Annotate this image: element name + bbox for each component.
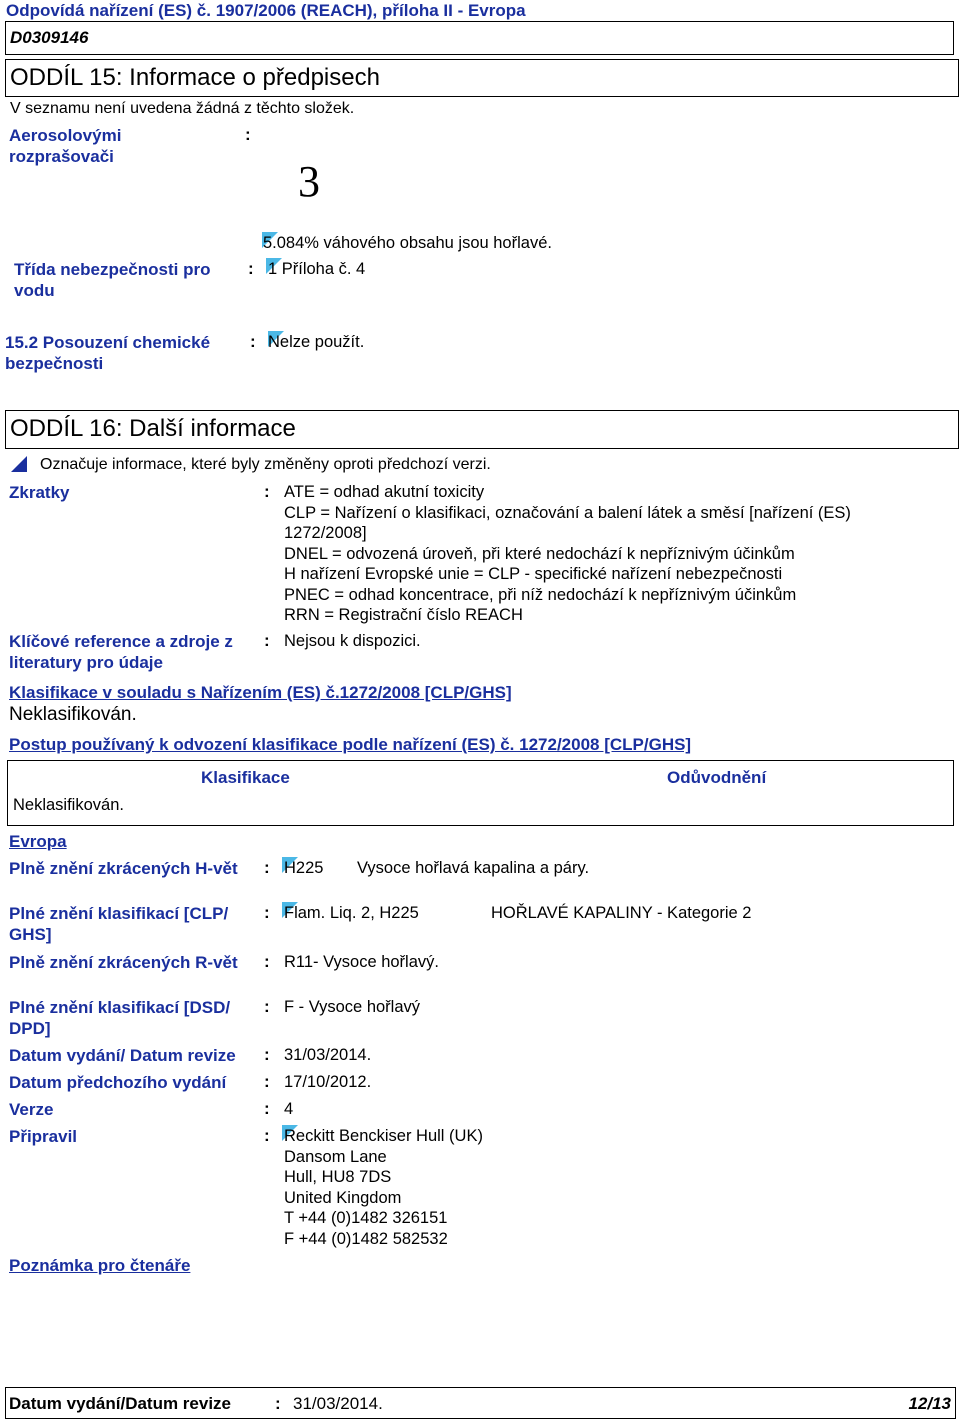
footer-colon: : xyxy=(275,1394,281,1413)
references-value: Nejsou k dispozici. xyxy=(284,632,421,650)
footer-label: Datum vydání/Datum revize xyxy=(9,1394,232,1413)
abbrev-colon: : xyxy=(264,482,270,501)
chem-assessment-colon: : xyxy=(250,332,256,351)
issue-date-colon: : xyxy=(264,1045,270,1064)
h-statements-colon: : xyxy=(264,858,270,877)
abbrev-line: H nařízení Evropské unie = CLP - specifické nařízení nebezpečnosti xyxy=(284,565,783,583)
references-colon: : xyxy=(264,631,270,650)
r-phrases-colon: : xyxy=(264,952,270,971)
aerosol-text: 5.084% váhového obsahu jsou hořlavé. xyxy=(263,234,552,252)
regulation-header: Odpovídá nařízení (ES) č. 1907/2006 (REACH), příloha II - Evropa xyxy=(6,1,526,20)
clp-value: Neklasifikován. xyxy=(9,704,137,725)
h-statements-label: Plně znění zkrácených H-vět xyxy=(9,859,238,878)
aerosol-label: Aerosolovými rozprašovači xyxy=(9,126,122,166)
abbrev-line: PNEC = odhad koncentrace, při níž nedochází k nepříznivým účinkům xyxy=(284,585,797,604)
r-phrases-value: R11- Vysoce hořlavý. xyxy=(284,953,439,971)
footer-box xyxy=(5,1387,956,1419)
h-statement-text: Vysoce hořlavá kapalina a páry. xyxy=(357,859,590,877)
abbrev-line: DNEL = odvozená úroveň, při které nedochází k nepříznivým účinkům xyxy=(284,544,795,563)
issue-date-value: 31/03/2014. xyxy=(284,1046,372,1064)
version-value: 4 xyxy=(284,1100,294,1118)
classification-table xyxy=(7,760,954,826)
prepared-by-address xyxy=(284,1126,483,1249)
doc-id: D0309146 xyxy=(10,28,89,47)
previous-date-value: 17/10/2012. xyxy=(284,1073,372,1091)
section15-title-box xyxy=(5,59,959,97)
address-line: F +44 (0)1482 582532 xyxy=(284,1229,448,1248)
water-class-value: 1 Příloha č. 4 xyxy=(268,260,366,278)
version-label: Verze xyxy=(9,1100,54,1119)
change-marker-icon xyxy=(11,456,27,472)
abbrev-line: ATE = odhad akutní toxicity xyxy=(284,483,485,501)
address-line: Dansom Lane xyxy=(284,1147,387,1166)
version-colon: : xyxy=(264,1099,270,1118)
issue-date-label: Datum vydání/ Datum revize xyxy=(9,1046,236,1065)
abbrev-label: Zkratky xyxy=(9,483,70,502)
previous-date-colon: : xyxy=(264,1072,270,1091)
clp-full-colon: : xyxy=(264,903,270,922)
aerosol-number: 3 xyxy=(298,157,320,206)
reader-note-label: Poznámka pro čtenáře xyxy=(9,1256,191,1275)
section15-title: ODDÍL 15: Informace o předpisech xyxy=(10,64,380,91)
h-statement-code: H225 xyxy=(284,859,324,877)
references-label: Klíčové reference a zdroje z literatury pro údaje xyxy=(9,632,233,672)
chem-assessment-value: Nelze použít. xyxy=(268,333,365,351)
procedure-heading: Postup používaný k odvození klasifikace podle nařízení (ES) č. 1272/2008 [CLP/GHS] xyxy=(9,735,692,754)
abbrev-line: 1272/2008] xyxy=(284,524,367,542)
abbrev-line: CLP = Nařízení o klasifikaci, označování a balení látek a směsí [nařízení (ES) xyxy=(284,503,851,522)
clp-full-code: Flam. Liq. 2, H225 xyxy=(284,904,419,922)
address-line: T +44 (0)1482 326151 xyxy=(284,1209,448,1227)
chem-assessment-label: 15.2 Posouzení chemické bezpečnosti xyxy=(5,333,211,373)
clp-full-label: Plné znění klasifikací [CLP/ GHS] xyxy=(9,904,229,944)
dsd-label: Plné znění klasifikací [DSD/ DPD] xyxy=(9,998,231,1038)
water-class-colon: : xyxy=(248,259,254,278)
table-header-classification: Klasifikace xyxy=(201,768,290,787)
water-class-label: Třída nebezpečnosti pro vodu xyxy=(14,260,211,300)
prepared-by-label: Připravil xyxy=(9,1127,78,1146)
section16-title: ODDÍL 16: Další informace xyxy=(10,415,296,442)
section15-note: V seznamu není uvedena žádná z těchto složek. xyxy=(10,100,355,117)
prepared-by-colon: : xyxy=(264,1126,270,1145)
doc-id-box xyxy=(5,21,954,55)
change-note: Označuje informace, které byly změněny oproti předchozí verzi. xyxy=(40,456,491,473)
aerosol-colon: : xyxy=(245,125,251,144)
table-header-justification: Odůvodnění xyxy=(667,768,767,787)
previous-date-label: Datum předchozího vydání xyxy=(9,1073,227,1092)
abbrev-line: RRN = Registrační číslo REACH xyxy=(284,606,523,624)
address-line: Hull, HU8 7DS xyxy=(284,1168,392,1186)
clp-heading: Klasifikace v souladu s Nařízením (ES) č.1272/2008 [CLP/GHS] xyxy=(9,683,512,702)
address-line: Reckitt Benckiser Hull (UK) xyxy=(284,1127,483,1145)
dsd-value: F - Vysoce hořlavý xyxy=(284,998,421,1016)
europe-label: Evropa xyxy=(9,832,67,851)
footer-date: 31/03/2014. xyxy=(293,1394,383,1413)
page-number: 12/13 xyxy=(908,1394,951,1413)
address-line: United Kingdom xyxy=(284,1188,402,1207)
r-phrases-label: Plně znění zkrácených R-vět xyxy=(9,953,238,972)
table-cell-classification: Neklasifikován. xyxy=(13,796,124,814)
clp-full-text: HOŘLAVÉ KAPALINY - Kategorie 2 xyxy=(491,904,752,922)
dsd-colon: : xyxy=(264,997,270,1016)
abbrev-list xyxy=(284,482,851,626)
section16-title-box xyxy=(5,410,959,449)
